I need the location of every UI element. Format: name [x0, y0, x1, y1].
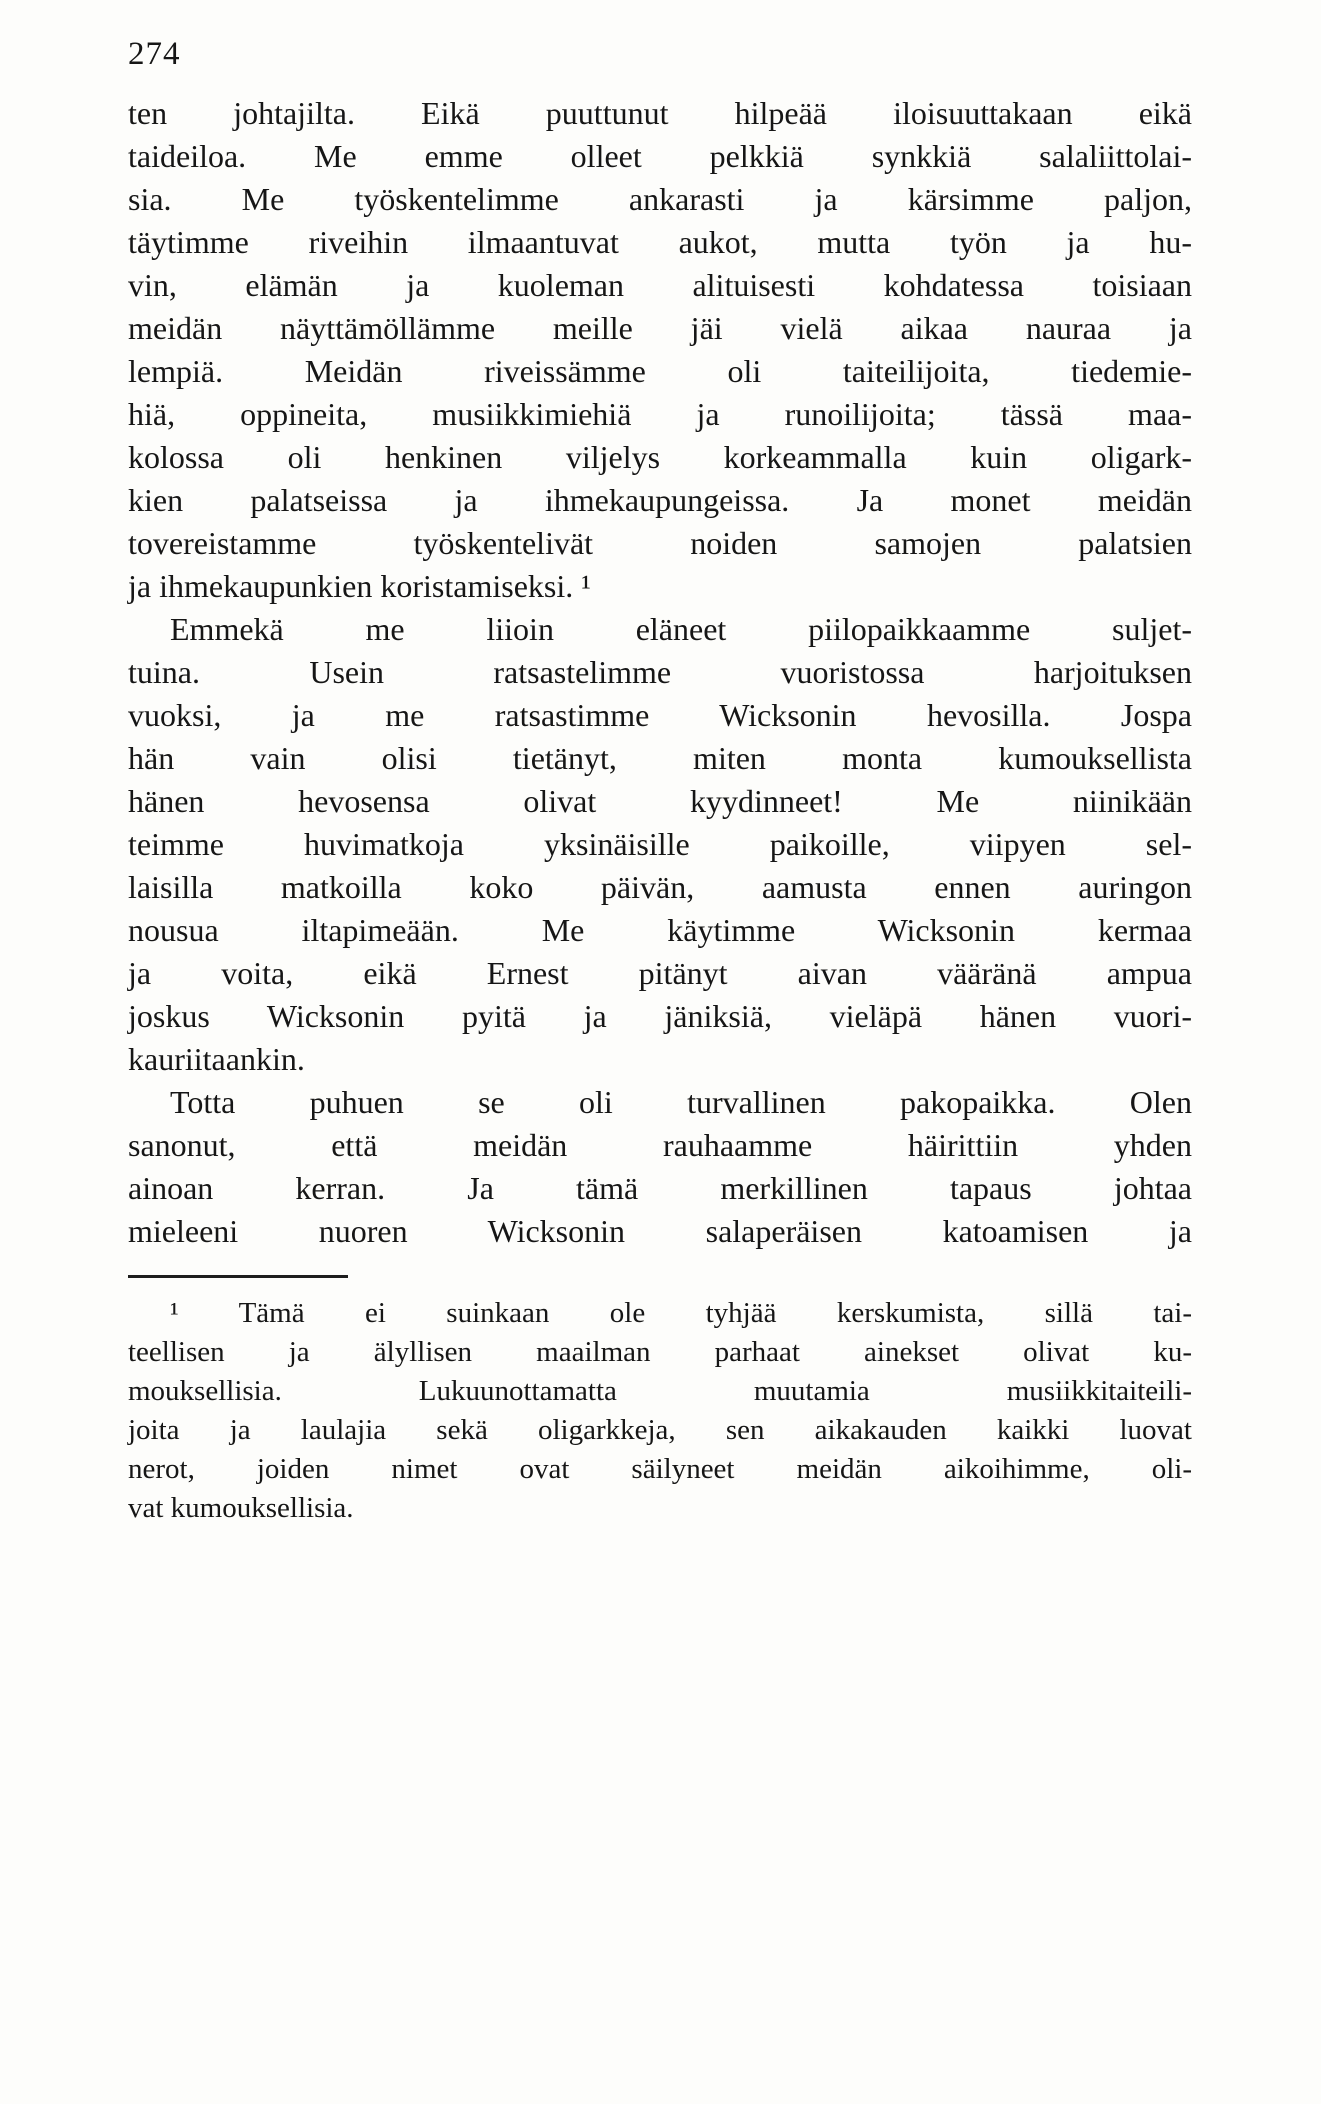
footnote-line: mouksellisia. Lukuunottamatta muutamia musiikkitaiteili- [128, 1375, 1192, 1407]
text-line: laisilla matkoilla koko päivän, aamusta ennen auringon [128, 869, 1192, 905]
paragraph [128, 1081, 1192, 1253]
text-line: ten johtajilta. Eikä puuttunut hilpeää iloisuuttakaan eikä [128, 95, 1192, 131]
text-line: mieleeni nuoren Wicksonin salaperäisen katoamisen ja [128, 1213, 1192, 1249]
text-line: sanonut, että meidän rauhaamme häirittiin yhden [128, 1127, 1192, 1163]
text-line: Totta puhuen se oli turvallinen pakopaikka. Olen [170, 1084, 1192, 1120]
text-line: nousua iltapimeään. Me käytimme Wicksonin kermaa [128, 912, 1192, 948]
paragraph [128, 92, 1192, 608]
text-line: lempiä. Meidän riveissämme oli taiteilijoita, tiedemie- [128, 353, 1192, 389]
footnote-line: vat kumouksellisia. [128, 1492, 354, 1524]
text-line: ainoan kerran. Ja tämä merkillinen tapaus johtaa [128, 1170, 1192, 1206]
text-line: tovereistamme työskentelivät noiden samojen palatsien [128, 525, 1192, 561]
footnote-line: ¹ Tämä ei suinkaan ole tyhjää kerskumista, sillä tai- [170, 1297, 1192, 1329]
footnote-divider [128, 1275, 348, 1278]
text-line: sia. Me työskentelimme ankarasti ja kärsimme paljon, [128, 181, 1192, 217]
text-line: joskus Wicksonin pyitä ja jäniksiä, vieläpä hänen vuori- [128, 998, 1192, 1034]
text-line: tuina. Usein ratsastelimme vuoristossa harjoituksen [128, 654, 1192, 690]
text-line: taideiloa. Me emme olleet pelkkiä synkkiä salaliittolai- [128, 138, 1192, 174]
page-number: 274 [128, 36, 181, 72]
footnote [128, 1294, 1192, 1528]
text-line: vin, elämän ja kuoleman alituisesti kohdatessa toisiaan [128, 267, 1192, 303]
text-line: teimme huvimatkoja yksinäisille paikoille, viipyen sel- [128, 826, 1192, 862]
text-line: ja ihmekaupunkien koristamiseksi. ¹ [128, 568, 591, 604]
text-line: ja voita, eikä Ernest pitänyt aivan vääränä ampua [128, 955, 1192, 991]
text-line: hiä, oppineita, musiikkimiehiä ja runoilijoita; tässä maa- [128, 396, 1192, 432]
text-line: hän vain olisi tietänyt, miten monta kumouksellista [128, 740, 1192, 776]
text-line: kien palatseissa ja ihmekaupungeissa. Ja monet meidän [128, 482, 1192, 518]
paragraph [128, 608, 1192, 1081]
text-line: hänen hevosensa olivat kyydinneet! Me niinikään [128, 783, 1192, 819]
text-line: täytimme riveihin ilmaantuvat aukot, mutta työn ja hu- [128, 224, 1192, 260]
text-line: Emmekä me liioin eläneet piilopaikkaamme suljet- [170, 611, 1192, 647]
text-block [128, 92, 1192, 1528]
footnote-line: joita ja laulajia sekä oligarkkeja, sen aikakauden kaikki luovat [128, 1414, 1192, 1446]
text-line: vuoksi, ja me ratsastimme Wicksonin hevosilla. Jospa [128, 697, 1192, 733]
footnote-line: teellisen ja älyllisen maailman parhaat ainekset olivat ku- [128, 1336, 1192, 1368]
text-line: kolossa oli henkinen viljelys korkeammalla kuin oligark- [128, 439, 1192, 475]
text-line: kauriitaankin. [128, 1041, 305, 1077]
text-line: meidän näyttämöllämme meille jäi vielä aikaa nauraa ja [128, 310, 1192, 346]
footnote-line: nerot, joiden nimet ovat säilyneet meidän aikoihimme, oli- [128, 1453, 1192, 1485]
